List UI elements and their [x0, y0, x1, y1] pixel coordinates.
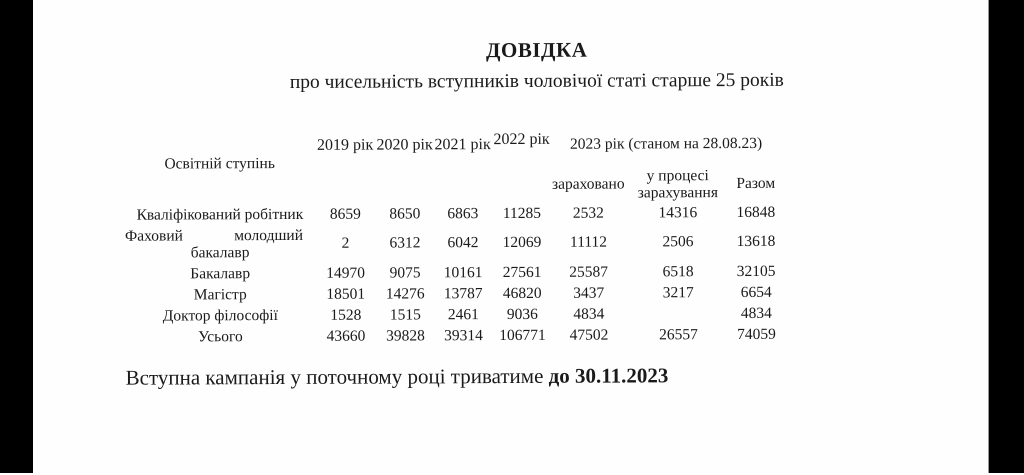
cell: 8659: [329, 205, 361, 223]
cell: 4834: [740, 304, 772, 322]
cell: 9036: [506, 305, 538, 323]
cell: 6518: [662, 263, 694, 281]
cell: 39828: [386, 327, 425, 345]
cell: 2506: [662, 233, 694, 251]
header-year-2023: 2023 рік (станом на 28.08.23): [569, 134, 763, 153]
row-label: Бакалавр: [190, 264, 251, 283]
document-subtitle: про чисельність вступників чоловічої статі старше 25 років: [289, 69, 784, 93]
footer-note: [126, 363, 669, 390]
table-row-phd: [125, 303, 781, 327]
row-label: Доктор філософії: [162, 306, 278, 325]
row-label-word: Фаховий: [124, 227, 183, 245]
header-spacer: [315, 168, 376, 204]
cell: 6654: [740, 283, 772, 301]
row-label-line1: [125, 227, 315, 245]
table-row-master: [125, 282, 781, 306]
row-label: Кваліфікований робітник: [136, 205, 304, 224]
cell: 1515: [389, 306, 421, 324]
cell: 13787: [443, 284, 483, 303]
document-title: ДОВІДКА: [485, 37, 588, 63]
row-label-line2: бакалавр: [190, 244, 250, 262]
header-education-level: Освітній ступінь: [164, 154, 275, 173]
header-spacer: [492, 167, 552, 203]
cell: 32105: [736, 262, 776, 280]
table-row-total: [125, 324, 781, 348]
table-header-row-1: [125, 121, 781, 169]
cell: 14970: [326, 264, 366, 282]
row-label: [125, 225, 315, 264]
row-label-word: молодший: [234, 226, 304, 244]
cell: 27561: [502, 263, 542, 281]
cell: 47502: [569, 326, 609, 344]
cell: 4834: [573, 305, 605, 323]
cell: 10161: [443, 263, 483, 282]
header-enrolled: зараховано: [551, 175, 625, 194]
cell: 9075: [389, 264, 421, 282]
header-spacer: [434, 167, 492, 203]
cell: 12069: [502, 234, 542, 252]
table-row-junior-bachelor: [125, 223, 781, 264]
header-year-2022: 2022 рік: [493, 130, 550, 149]
cell: 8650: [389, 205, 421, 223]
cell: 26557: [659, 326, 698, 344]
header-total: Разом: [736, 175, 776, 193]
cell: 39314: [444, 326, 483, 345]
cell: 6042: [447, 234, 479, 252]
header-in-process: у процесі зарахування: [637, 166, 718, 202]
cell: 74059: [737, 325, 776, 343]
cell: 3217: [662, 284, 694, 302]
footer-note-text: Вступна кампанія у поточному році триватиме: [125, 363, 549, 390]
header-year-2021: 2021 рік: [434, 135, 491, 153]
cell: 2: [341, 235, 350, 253]
cell: 25587: [569, 263, 609, 281]
cell: 16848: [736, 203, 776, 221]
header-year-2019: 2019 рік: [316, 136, 374, 154]
cell: 43660: [326, 327, 366, 345]
cell: 6312: [389, 234, 421, 252]
cell: 13618: [736, 233, 776, 251]
cell: 14276: [385, 285, 425, 303]
cell: 18501: [326, 285, 366, 303]
table-row-bachelor: [125, 261, 781, 285]
cell: 11285: [502, 204, 542, 222]
cell: 11112: [569, 233, 608, 252]
cell: 2532: [572, 204, 604, 222]
cell: 46820: [502, 284, 542, 302]
cell: 2461: [447, 305, 479, 324]
cell: 6863: [447, 204, 479, 223]
cell: 106771: [499, 326, 546, 344]
statistics-table: [125, 121, 782, 348]
row-label: Магістр: [193, 285, 247, 304]
cell: 3437: [573, 284, 605, 302]
cell: 1528: [330, 306, 362, 324]
header-spacer: [376, 167, 434, 203]
header-year-2020: 2020 рік: [376, 135, 433, 154]
title-block: [59, 36, 1014, 95]
row-label: Усього: [198, 327, 243, 346]
table-row-skilled-worker: [125, 202, 781, 226]
footer-note-deadline: до 30.11.2023: [548, 363, 669, 388]
cell: [625, 303, 731, 324]
cell: 14316: [658, 204, 698, 222]
